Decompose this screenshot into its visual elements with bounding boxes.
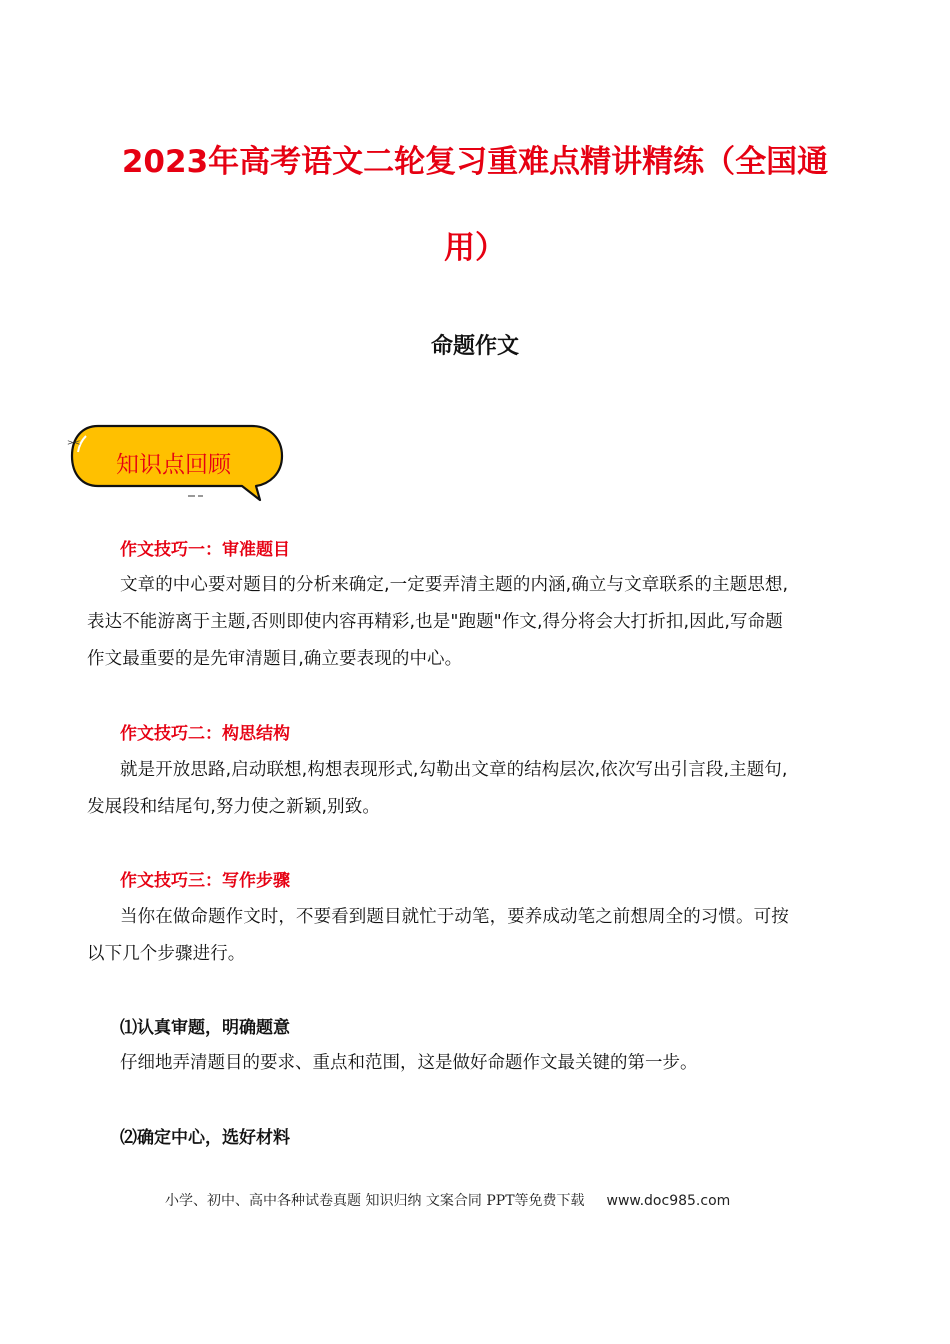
section-paragraph-3	[87, 899, 867, 973]
section-heading-3: 作文技巧三：写作步骤	[120, 871, 290, 891]
knowledge-review-badge	[64, 420, 290, 506]
paragraph-line: 文章的中心要对题目的分析来确定,一定要弄清主题的内涵,确立与文章联系的主题思想,	[120, 575, 789, 595]
page-title-line-1: 2023年高考语文二轮复习重难点精讲精练（全国通	[121, 144, 829, 180]
footer-site-link[interactable]: www.doc985.com	[606, 1193, 731, 1209]
step-heading-2: ⑵确定中心，选好材料	[120, 1128, 290, 1148]
paragraph-line: 发展段和结尾句,努力使之新颖,别致。	[87, 797, 380, 817]
step-heading-1: ⑴认真审题，明确题意	[120, 1018, 290, 1038]
section-heading-1: 作文技巧一：审准题目	[120, 540, 290, 560]
badge-label: 知识点回顾	[116, 452, 231, 478]
footer-text: 小学、初中、高中各种试卷真题 知识归纳 文案合同 PPT等免费下载	[165, 1193, 585, 1209]
section-paragraph-2	[87, 752, 867, 826]
page-subtitle: 命题作文	[430, 334, 519, 359]
page-footer	[165, 1191, 730, 1211]
section-heading-2: 作文技巧二：构思结构	[120, 724, 290, 744]
paragraph-line: 表达不能游离于主题,否则即使内容再精彩,也是"跑题"作文,得分将会大打折扣,因此,写命题	[87, 612, 783, 632]
paragraph-line: 以下几个步骤进行。	[87, 944, 246, 964]
page-title-line-2: 用）	[444, 230, 506, 266]
paragraph-line: 就是开放思路,启动联想,构想表现形式,勾勒出文章的结构层次,依次写出引言段,主题句,	[120, 760, 788, 780]
paragraph-line: 作文最重要的是先审清题目,确立要表现的中心。	[87, 649, 463, 669]
step-body-1: 仔细地弄清题目的要求、重点和范围，这是做好命题作文最关键的第一步。	[120, 1053, 698, 1073]
section-paragraph-1	[87, 567, 867, 678]
paragraph-line: 当你在做命题作文时，不要看到题目就忙于动笔，要养成动笔之前想周全的习惯。可按	[120, 907, 789, 927]
svg-text:><: ><	[67, 438, 81, 447]
